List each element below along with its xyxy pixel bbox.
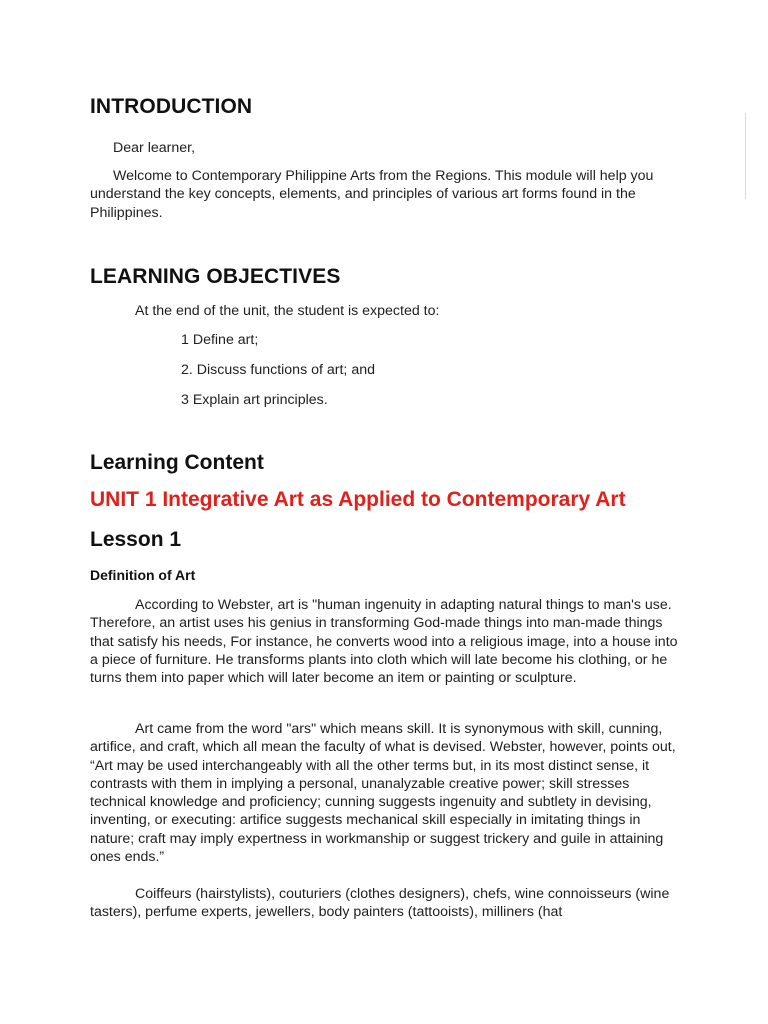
body-paragraph: Art came from the word "ars" which means skill. It is synonymous with skill, cunning, artifice, and craft, which all mean the faculty of what is devised. Webster, however, points out, “Art may be used interchangeably with all the other terms but, in its most distinct sense, it contrasts with them in implying a personal, unanalyzable creative power; skill stresses technical knowledge and proficiency; cunning suggests ingenuity and subtlety in devising, inventing, or executing: artifice suggests mechanical skill especially in imitating things in nature; craft may imply expertness in workmanship or suggest trickery and guile in attaining ones ends.” xyxy=(90,721,676,866)
objective-item: 1 Define art; xyxy=(181,332,259,348)
objectives-lead-text: At the end of the unit, the student is expected to: xyxy=(135,303,440,319)
learning-objectives-heading: LEARNING OBJECTIVES xyxy=(90,265,341,288)
objective-item: 3 Explain art principles. xyxy=(181,392,328,408)
introduction-heading: INTRODUCTION xyxy=(90,95,253,118)
body-paragraph: According to Webster, art is "human ingenuity in adapting natural things to man's use. Therefore, an artist uses his genius in transforming God-made things into man-made things that satisfy his needs, For instance, he converts wood into a religious image, into a house into a piece of furniture. He transforms plants into cloth which will late become his clothing, or he turns them into paper which will later become an item or painting or sculpture. xyxy=(90,597,678,687)
scrollbar-edge xyxy=(745,113,746,199)
welcome-paragraph: Welcome to Contemporary Philippine Arts from the Regions. This module will help you understand the key concepts, elements, and principles of various art forms found in the Philippines. xyxy=(90,168,654,221)
learning-content-heading: Learning Content xyxy=(90,451,264,474)
salutation-text: Dear learner, xyxy=(113,140,196,156)
body-paragraph: Coiffeurs (hairstylists), couturiers (clothes designers), chefs, wine connoisseurs (wine tasters), perfume experts, jewellers, body painters (tattooists), milliners (hat xyxy=(90,886,670,921)
section-title: Definition of Art xyxy=(90,567,196,583)
lesson-title: Lesson 1 xyxy=(90,528,182,551)
objective-item: 2. Discuss functions of art; and xyxy=(181,362,375,378)
unit-title: UNIT 1 Integrative Art as Applied to Contemporary Art xyxy=(90,488,626,511)
